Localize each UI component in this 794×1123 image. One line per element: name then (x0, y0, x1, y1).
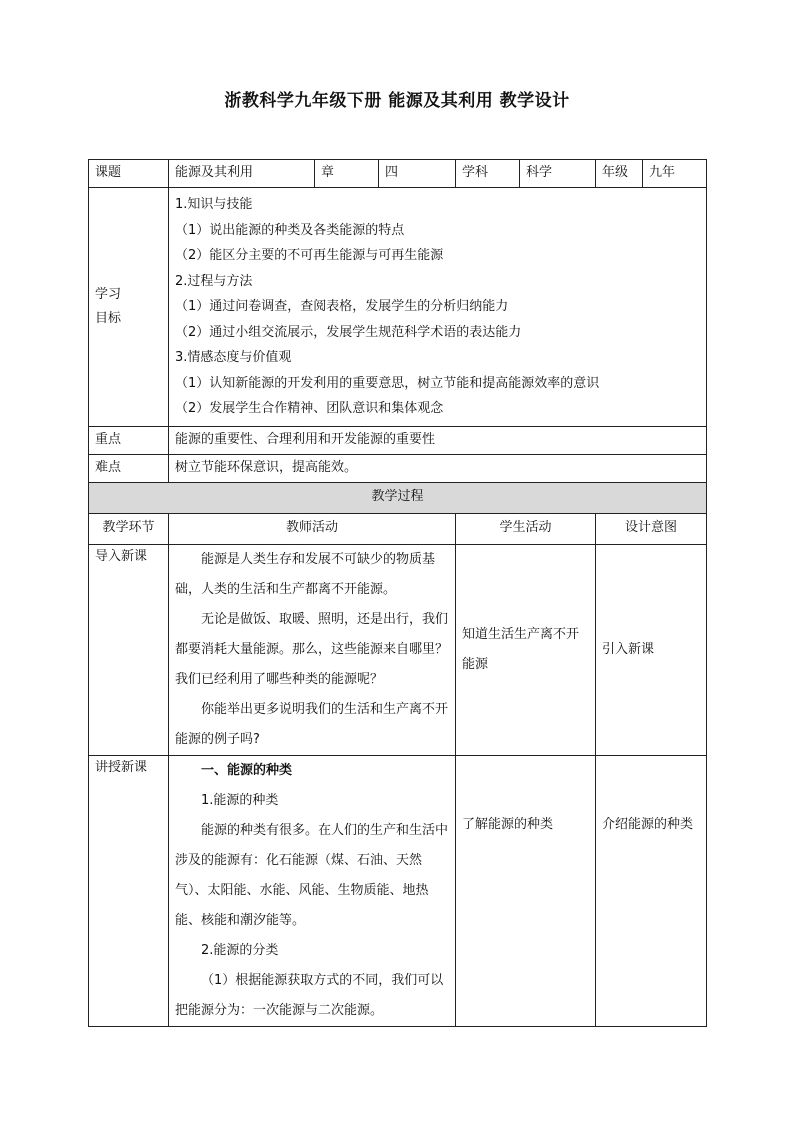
lesson-plan-table (88, 159, 707, 1027)
header-teacher: 教师活动 (169, 513, 456, 544)
intro-student: 知道生活生产离不开能源 (456, 544, 596, 755)
goal-line: （1）说出能源的种类及各类能源的特点 (175, 222, 405, 238)
lecture-heading: 一、能源的种类 (201, 762, 293, 778)
chapter-label: 章 (315, 160, 379, 188)
grade-value: 九年 (643, 160, 707, 188)
intro-stage: 导入新课 (89, 544, 169, 755)
document-title: 浙教科学九年级下册 能源及其利用 教学设计 (224, 91, 570, 111)
lecture-subheading: 1.能源的种类 (201, 792, 279, 808)
difficulty-row (89, 454, 707, 482)
process-section-row (89, 482, 707, 513)
chapter-value: 四 (379, 160, 456, 188)
goals-row (89, 188, 707, 427)
lecture-paragraph: 能源的种类有很多。在人们的生产和生活中涉及的能源有：化石能源（煤、石油、天然气）、太阳能、水能、风能、生物质能、地热能、核能和潮汐能等。 (175, 822, 449, 928)
intro-teacher (169, 544, 456, 755)
lecture-paragraph: （1）根据能源获取方式的不同，我们可以把能源分为：一次能源与二次能源。 (175, 972, 444, 1018)
topic-label: 课题 (89, 160, 169, 188)
header-intent: 设计意图 (596, 513, 707, 544)
intro-paragraph: 无论是做饭、取暖、照明，还是出行，我们都要消耗大量能源。那么，这些能源来自哪里？我们已经利用了哪些种类的能源呢？ (175, 611, 449, 687)
goals-label: 学习 目标 (89, 188, 169, 427)
info-row (89, 160, 707, 188)
header-student: 学生活动 (456, 513, 596, 544)
process-section-title: 教学过程 (89, 482, 707, 513)
difficulty-label: 难点 (89, 454, 169, 482)
difficulty-value: 树立节能环保意识，提高能效。 (169, 454, 707, 482)
intro-paragraph: 你能举出更多说明我们的生活和生产离不开能源的例子吗? (175, 701, 449, 747)
key-point-label: 重点 (89, 426, 169, 454)
goal-line: 2.过程与方法 (175, 273, 253, 289)
lecture-student: 了解能源的种类 (456, 755, 596, 1026)
key-point-row (89, 426, 707, 454)
grade-label: 年级 (596, 160, 643, 188)
lecture-subheading: 2.能源的分类 (201, 942, 279, 958)
lecture-intent: 介绍能源的种类 (596, 755, 707, 1026)
goals-content (169, 188, 707, 427)
key-point-value: 能源的重要性、合理利用和开发能源的重要性 (169, 426, 707, 454)
intro-row (89, 544, 707, 755)
intro-paragraph: 能源是人类生存和发展不可缺少的物质基础，人类的生活和生产都离不开能源。 (175, 551, 436, 597)
intro-intent: 引入新课 (596, 544, 707, 755)
header-stage: 教学环节 (89, 513, 169, 544)
goal-line: （1）通过问卷调查，查阅表格，发展学生的分析归纳能力 (175, 299, 509, 314)
subject-value: 科学 (520, 160, 596, 188)
topic-value: 能源及其利用 (169, 160, 315, 188)
goal-line: （2）通过小组交流展示，发展学生规范科学术语的表达能力 (175, 324, 522, 340)
lecture-stage: 讲授新课 (89, 755, 169, 1026)
lecture-teacher (169, 755, 456, 1026)
goal-line: 1.知识与技能 (175, 197, 253, 212)
goal-line: （2）能区分主要的不可再生能源与可再生能源 (175, 248, 444, 263)
subject-label: 学科 (456, 160, 520, 188)
goal-line: （1）认知新能源的开发利用的重要意思，树立节能和提高能源效率的意识 (175, 375, 600, 391)
process-header-row (89, 513, 707, 544)
lecture-row (89, 755, 707, 1026)
goal-line: （2）发展学生合作精神、团队意识和集体观念 (175, 401, 444, 416)
goal-line: 3.情感态度与价值观 (175, 350, 292, 365)
